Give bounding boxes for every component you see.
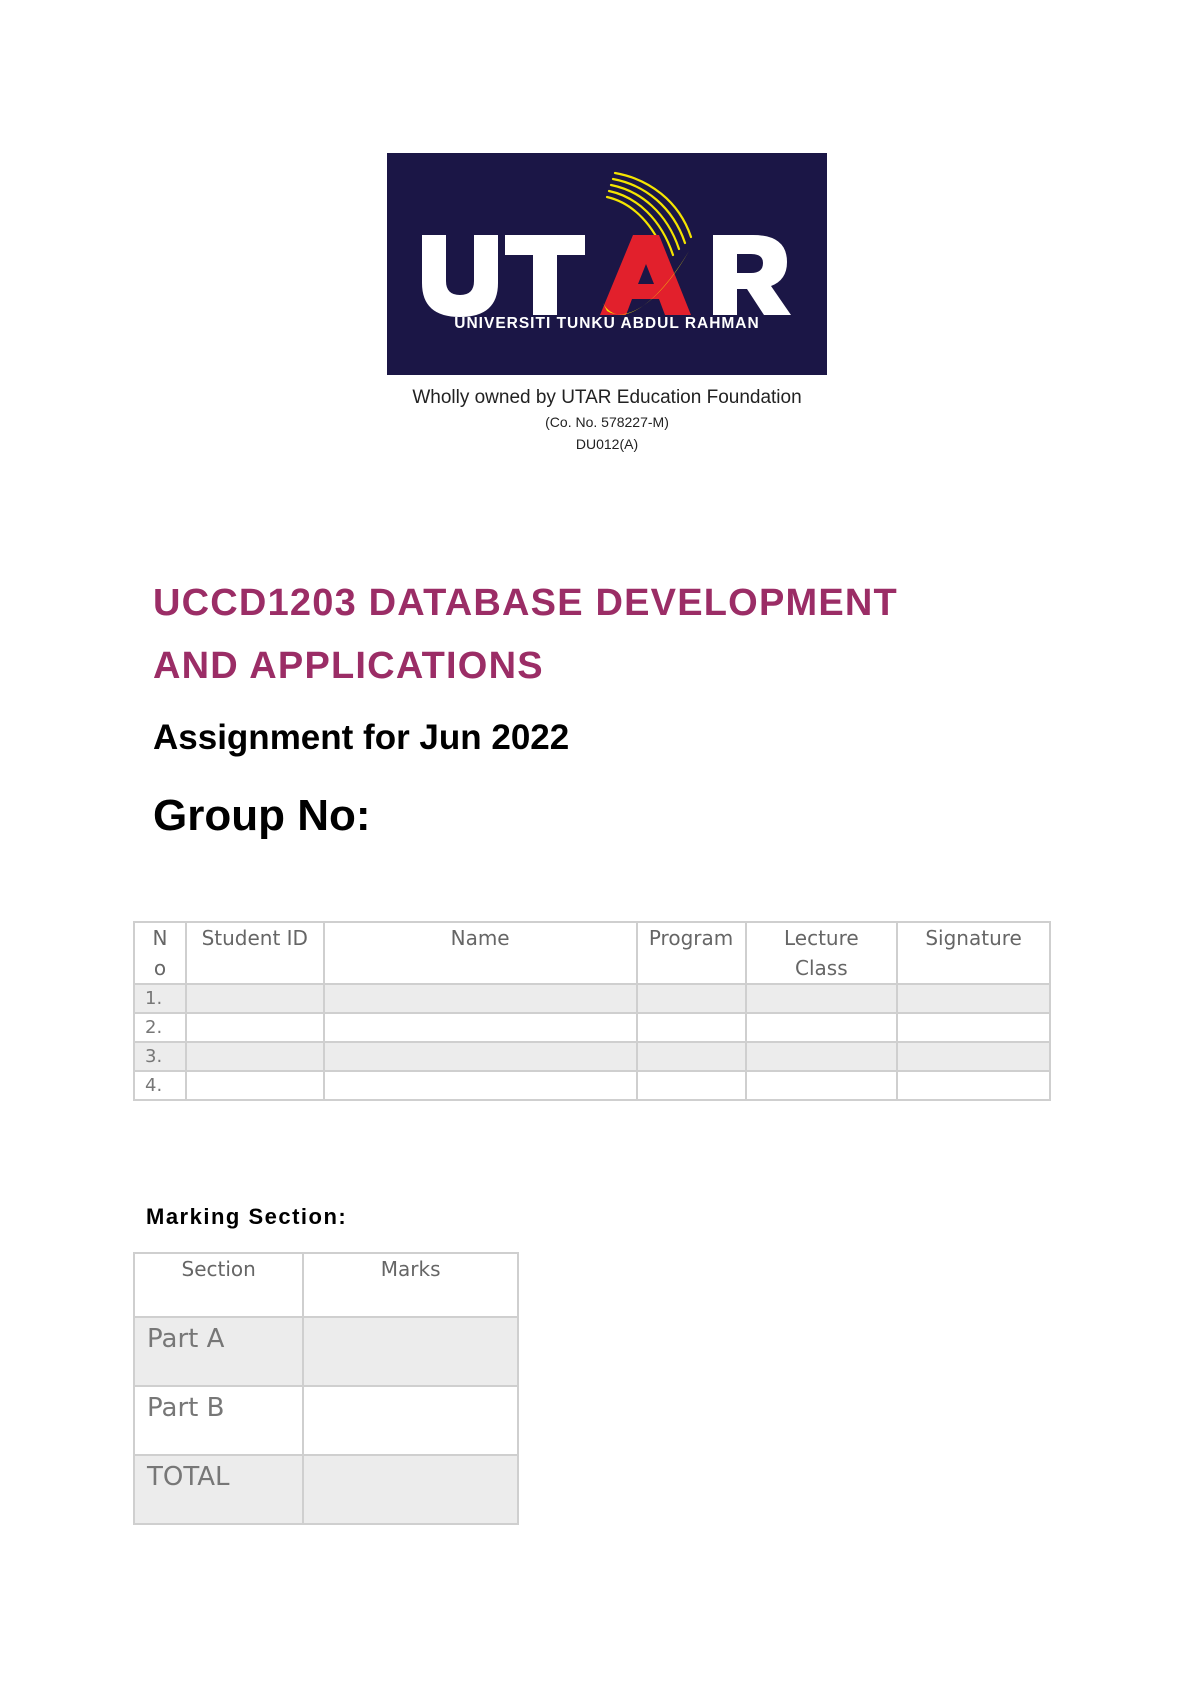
header-no-line1: N [152, 926, 168, 950]
program-cell[interactable] [637, 1013, 746, 1042]
name-cell[interactable] [324, 1013, 637, 1042]
program-cell[interactable] [637, 1071, 746, 1100]
signature-cell[interactable] [897, 1013, 1050, 1042]
header-no [134, 922, 186, 984]
header-no-line2: o [153, 956, 167, 980]
row-number: 4. [134, 1071, 186, 1100]
student-id-cell[interactable] [186, 984, 324, 1013]
course-title [153, 572, 1053, 698]
student-id-cell[interactable] [186, 1042, 324, 1071]
student-id-cell[interactable] [186, 1013, 324, 1042]
ownership-note [387, 385, 827, 455]
program-cell[interactable] [637, 1042, 746, 1071]
signature-cell[interactable] [897, 1042, 1050, 1071]
utar-logo [387, 153, 827, 375]
signature-cell[interactable] [897, 1071, 1050, 1100]
marks-cell[interactable] [303, 1455, 518, 1524]
row-number: 2. [134, 1013, 186, 1042]
lecture-class-cell[interactable] [746, 1071, 898, 1100]
group-number-label: Group No: [153, 791, 371, 840]
table-row [134, 984, 1050, 1013]
marks-cell[interactable] [303, 1386, 518, 1455]
company-number: (Co. No. 578227-M) [545, 414, 669, 430]
table-row [134, 1071, 1050, 1100]
student-table [133, 921, 1051, 1101]
header-lecture-line2: Class [795, 956, 848, 980]
course-title-line1: UCCD1203 DATABASE DEVELOPMENT [153, 582, 898, 624]
name-cell[interactable] [324, 1042, 637, 1071]
header-lecture-class [746, 922, 898, 984]
lecture-class-cell[interactable] [746, 1013, 898, 1042]
header-student-id: Student ID [186, 922, 324, 984]
row-number: 1. [134, 984, 186, 1013]
section-cell: TOTAL [134, 1455, 303, 1524]
registration-code: DU012(A) [575, 436, 639, 452]
program-cell[interactable] [637, 984, 746, 1013]
name-cell[interactable] [324, 984, 637, 1013]
logo-tagline: UNIVERSITI TUNKU ABDUL RAHMAN [454, 315, 760, 332]
student-table-header [134, 922, 1050, 984]
table-row [134, 1386, 518, 1455]
marks-cell[interactable] [303, 1317, 518, 1386]
course-title-line2: AND APPLICATIONS [153, 645, 544, 687]
ownership-line1: Wholly owned by UTAR Education Foundation [412, 387, 802, 408]
signature-cell[interactable] [897, 984, 1050, 1013]
utar-logo-graphic [387, 153, 827, 375]
marking-section-label: Marking Section: [146, 1204, 348, 1229]
section-cell: Part A [134, 1317, 303, 1386]
student-id-cell[interactable] [186, 1071, 324, 1100]
marking-table-header [134, 1253, 518, 1317]
header-program: Program [637, 922, 746, 984]
header-signature: Signature [897, 922, 1050, 984]
header-section: Section [134, 1253, 303, 1317]
name-cell[interactable] [324, 1071, 637, 1100]
lecture-class-cell[interactable] [746, 984, 898, 1013]
row-number: 3. [134, 1042, 186, 1071]
header-marks: Marks [303, 1253, 518, 1317]
table-row [134, 1455, 518, 1524]
assignment-subtitle: Assignment for Jun 2022 [153, 718, 570, 757]
table-row [134, 1317, 518, 1386]
header-lecture-line1: Lecture [783, 926, 859, 950]
lecture-class-cell[interactable] [746, 1042, 898, 1071]
header-name: Name [324, 922, 637, 984]
section-cell: Part B [134, 1386, 303, 1455]
table-row [134, 1042, 1050, 1071]
marking-table [133, 1252, 519, 1525]
table-row [134, 1013, 1050, 1042]
